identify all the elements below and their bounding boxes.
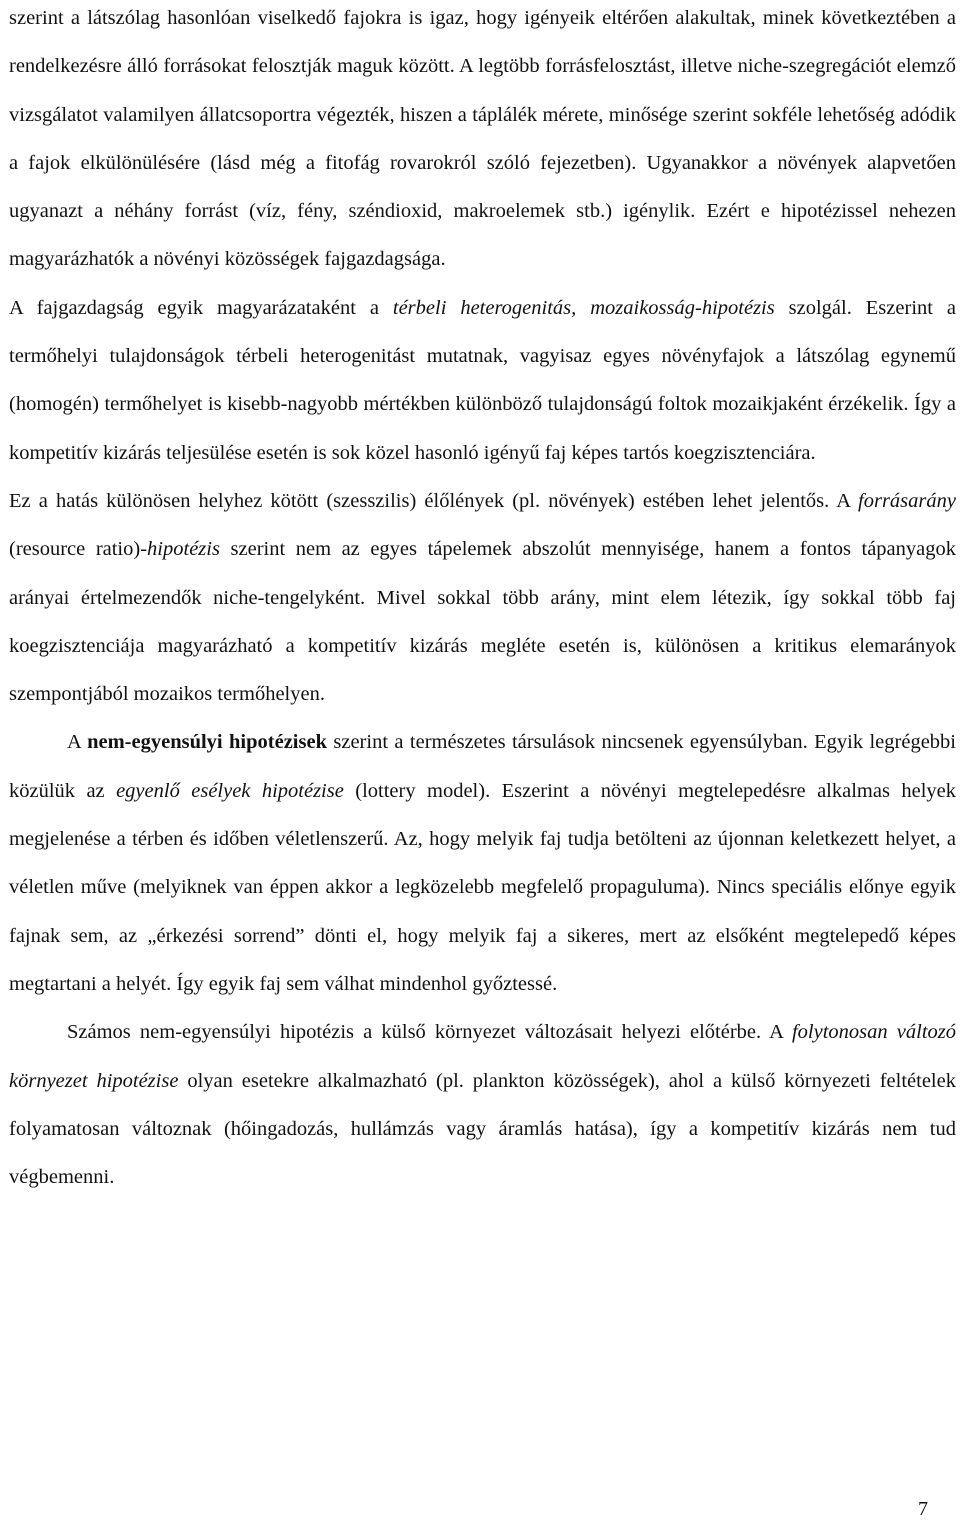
paragraph-3-text-a: Ez a hatás különösen helyhez kötött (szesszilis) élőlények (pl. növények) estében lehet jelentős. A [9, 489, 859, 512]
paragraph-1-text: szerint a látszólag hasonlóan viselkedő fajokra is igaz, hogy igényeik eltérően alakultak, minek következtében a rendelkezésre álló forrásokat felosztják maguk között. A legtöbb forrásfelosztást, illetve niche-szegregációt elemző vizsgálatot valamilyen állatcsoportra végezték, hiszen a táplálék mérete, minősége szerint sokféle lehetőség adódik a fajok elkülönülésére (lásd még a fitofág rovarokról szóló fejezetben). Ugyanakkor a növények alapvetően ugyanazt a néhány forrást (víz, fény, széndioxid, makroelemek stb.) igénylik. Ezért e hipotézissel nehezen magyarázhatók a növényi közösségek fajgazdagsága. [9, 7, 956, 271]
paragraph-4-text-b: szerint a természetes társulások nincsenek egyensúlyban. Egyik legrégebbi közülük az [9, 731, 956, 802]
paragraph-5 [9, 1008, 956, 1201]
paragraph-5-emphasis: folytonosan változó környezet hipotézise [9, 1021, 956, 1092]
page-number: 7 [918, 1498, 928, 1520]
paragraph-4 [9, 718, 956, 1008]
paragraph-3-text-c: szerint nem az egyes tápelemek abszolút mennyisége, hanem a fontos tápanyagok arányai értelmezendők niche-tengelyként. Mivel sokkal több arány, mint elem létezik, így sokkal több faj koegzisztenciája magyarázható a kompetitív kizárás megléte esetén is, különösen a kritikus elemarányok szempontjából mozaikos termőhelyen. [9, 538, 956, 706]
paragraph-5-text-a: Számos nem-egyensúlyi hipotézis a külső környezet változásait helyezi előtérbe. A [67, 1021, 792, 1044]
paragraph-2-text-a: A fajgazdagság egyik magyarázataként a [9, 296, 393, 319]
paragraph-4-bold: nem-egyensúlyi hipotézisek [87, 731, 327, 754]
paragraph-3 [9, 477, 956, 718]
paragraph-5-text-b: olyan esetekre alkalmazható (pl. plankton közösségek), ahol a külső környezeti feltételek folyamatosan változnak (hőingadozás, hullámzás vagy áramlás hatása), így a kompetitív kizárás nem tud végbemenni. [9, 1069, 956, 1189]
paragraph-4-emphasis: egyenlő esélyek hipotézise [116, 779, 344, 802]
paragraph-3-text-b: (resource ratio)- [9, 538, 148, 561]
paragraph-4-text-c: (lottery model). Eszerint a növényi megtelepedésre alkalmas helyek megjelenése a térben és időben véletlenszerű. Az, hogy melyik faj tudja betölteni az újonnan keletkezett helyet, a véletlen műve (melyiknek van éppen akkor a legközelebb megfelelő propaguluma). Nincs speciális előnye egyik fajnak sem, az „érkezési sorrend” dönti el, hogy melyik faj a sikeres, mert az elsőként megtelepedő képes megtartani a helyét. Így egyik faj sem válhat mindenhol győztessé. [9, 779, 956, 995]
paragraph-2-emphasis: térbeli heterogenitás, mozaikosság-hipotézis [392, 296, 775, 319]
paragraph-4-text-a: A [67, 731, 88, 754]
paragraph-1 [9, 0, 956, 284]
paragraph-3-emphasis-b: hipotézis [147, 538, 220, 561]
paragraph-2 [9, 284, 956, 477]
paragraph-3-emphasis-a: forrásarány [858, 489, 956, 512]
paragraph-2-text-b: szolgál. Eszerint a termőhelyi tulajdonságok térbeli heterogenitást mutatnak, vagyisaz egyes növényfajok a látszólag egynemű (homogén) termőhelyet is kisebb-nagyobb mértékben különböző tulajdonságú foltok mozaikjaként érzékelik. Így a kompetitív kizárás teljesülése esetén is sok közel hasonló igényű faj képes tartós koegzisztenciára. [9, 296, 956, 464]
